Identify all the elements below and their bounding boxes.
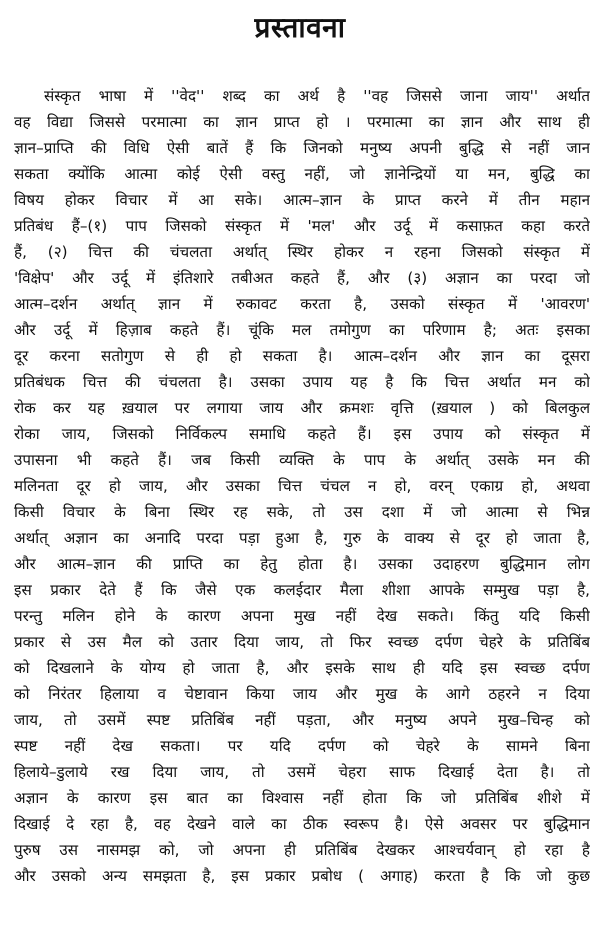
text-line: आत्म–दर्शन अर्थात् ज्ञान में रुकावट करता है, उसको संस्कृत में 'आवरण'	[14, 295, 590, 313]
text-line: प्रतिबंध हैं–(१) पाप जिसको संस्कृत में 'मल' और उर्दू में कसाफ़त कहा करते	[14, 217, 590, 235]
text-line: अज्ञान के कारण इस बात का विश्वास नहीं होता कि जो प्रतिबिंब शीशे में	[14, 789, 590, 807]
text-line: हैं, (२) चित्त की चंचलता अर्थात् स्थिर होकर न रहना जिसको संस्कृत में	[14, 243, 590, 261]
text-line: सकता क्योंकि आत्मा कोई ऐसी वस्तु नहीं, जो ज्ञानेन्द्रियों या मन, बुद्धि का	[14, 165, 590, 183]
text-line: वह विद्या जिससे परमात्मा का ज्ञान प्राप्त हो । परमात्मा का ज्ञान और साथ ही	[14, 113, 590, 131]
text-line: स्पष्ट नहीं देख सकता। पर यदि दर्पण को चेहरे के सामने बिना	[14, 737, 590, 755]
body-text	[14, 83, 590, 889]
text-line: जाय, तो उसमें स्पष्ट प्रतिबिंब नहीं पड़ता, और मनुष्य अपने मुख–चिन्ह को	[14, 711, 590, 729]
text-line: दूर करना सतोगुण से ही हो सकता है। आत्म–दर्शन और ज्ञान का दूसरा	[14, 347, 590, 365]
text-line: प्रतिबंधक चित्त की चंचलता है। उसका उपाय यह है कि चित्त अर्थात मन को	[14, 373, 590, 391]
text-line: 'विक्षेप' और उर्दू में इंतिशारे तबीअत कहते हैं, और (३) अज्ञान का परदा जो	[14, 269, 590, 287]
text-line: और उसको अन्य समझता है, इस प्रकार प्रबोध ( अगाह) करता है कि जो कुछ	[14, 867, 590, 885]
text-line: परन्तु मलिन होने के कारण अपना मुख नहीं देख सकते। किंतु यदि किसी	[14, 607, 590, 625]
text-line: संस्कृत भाषा में ''वेद'' शब्द का अर्थ है ''वह जिससे जाना जाय'' अर्थात	[44, 87, 590, 105]
text-line: प्रकार से उस मैल को उतार दिया जाय, तो फिर स्वच्छ दर्पण चेहरे के प्रतिबिंब	[14, 633, 590, 651]
text-line: को दिखलाने के योग्य हो जाता है, और इसके साथ ही यदि इस स्वच्छ दर्पण	[14, 659, 590, 677]
text-line: अर्थात् अज्ञान का अनादि परदा पड़ा हुआ है, गुरु के वाक्य से दूर हो जाता है,	[14, 529, 590, 547]
text-line: पुरुष उस नासमझ को, जो अपना ही प्रतिबिंब देखकर आश्चर्यवान् हो रहा है	[14, 841, 590, 859]
text-line: दिखाई दे रहा है, वह देखने वाले का ठीक स्वरूप है। ऐसे अवसर पर बुद्धिमान	[14, 815, 590, 833]
text-line: और आत्म–ज्ञान की प्राप्ति का हेतु होता है। उसका उदाहरण बुद्धिमान लोग	[14, 555, 590, 573]
text-line: को निरंतर हिलाया व चेष्टावान किया जाय और मुख के आगे ठहरने न दिया	[14, 685, 590, 703]
text-line: और उर्दू में हिज़ाब कहते हैं। चूंकि मल तमोगुण का परिणाम है; अतः इसका	[14, 321, 590, 339]
text-line: हिलाये–डुलाये रख दिया जाय, तो उसमें चेहरा साफ दिखाई देता है। तो	[14, 763, 590, 781]
text-line: विषय होकर विचार में आ सके। आत्म–ज्ञान के प्राप्त करने में तीन महान	[14, 191, 590, 209]
text-line: उपासना भी कहते हैं। जब किसी व्यक्ति के पाप के अर्थात् उसके मन की	[14, 451, 590, 469]
text-line: रोका जाय, जिसको निर्विकल्प समाधि कहते हैं। इस उपाय को संस्कृत में	[14, 425, 590, 443]
text-line: किसी विचार के बिना स्थिर रह सके, तो उस दशा में जो आत्मा से भिन्न	[14, 503, 590, 521]
text-line: ज्ञान–प्राप्ति की विधि ऐसी बातें हैं कि जिनको मनुष्य अपनी बुद्धि से नहीं जान	[14, 139, 590, 157]
text-line: इस प्रकार देते हैं कि जैसे एक कलईदार मैला शीशा आपके सम्मुख पड़ा है,	[14, 581, 590, 599]
text-line: मलिनता दूर हो जाय, और उसका चित्त चंचल न हो, वरन् एकाग्र हो, अथवा	[14, 477, 590, 495]
page-title: प्रस्तावना	[254, 11, 346, 44]
text-line: रोक कर यह ख़याल पर लगाया जाय और क्रमशः वृत्ति (ख़याल ) को बिलकुल	[14, 399, 590, 417]
